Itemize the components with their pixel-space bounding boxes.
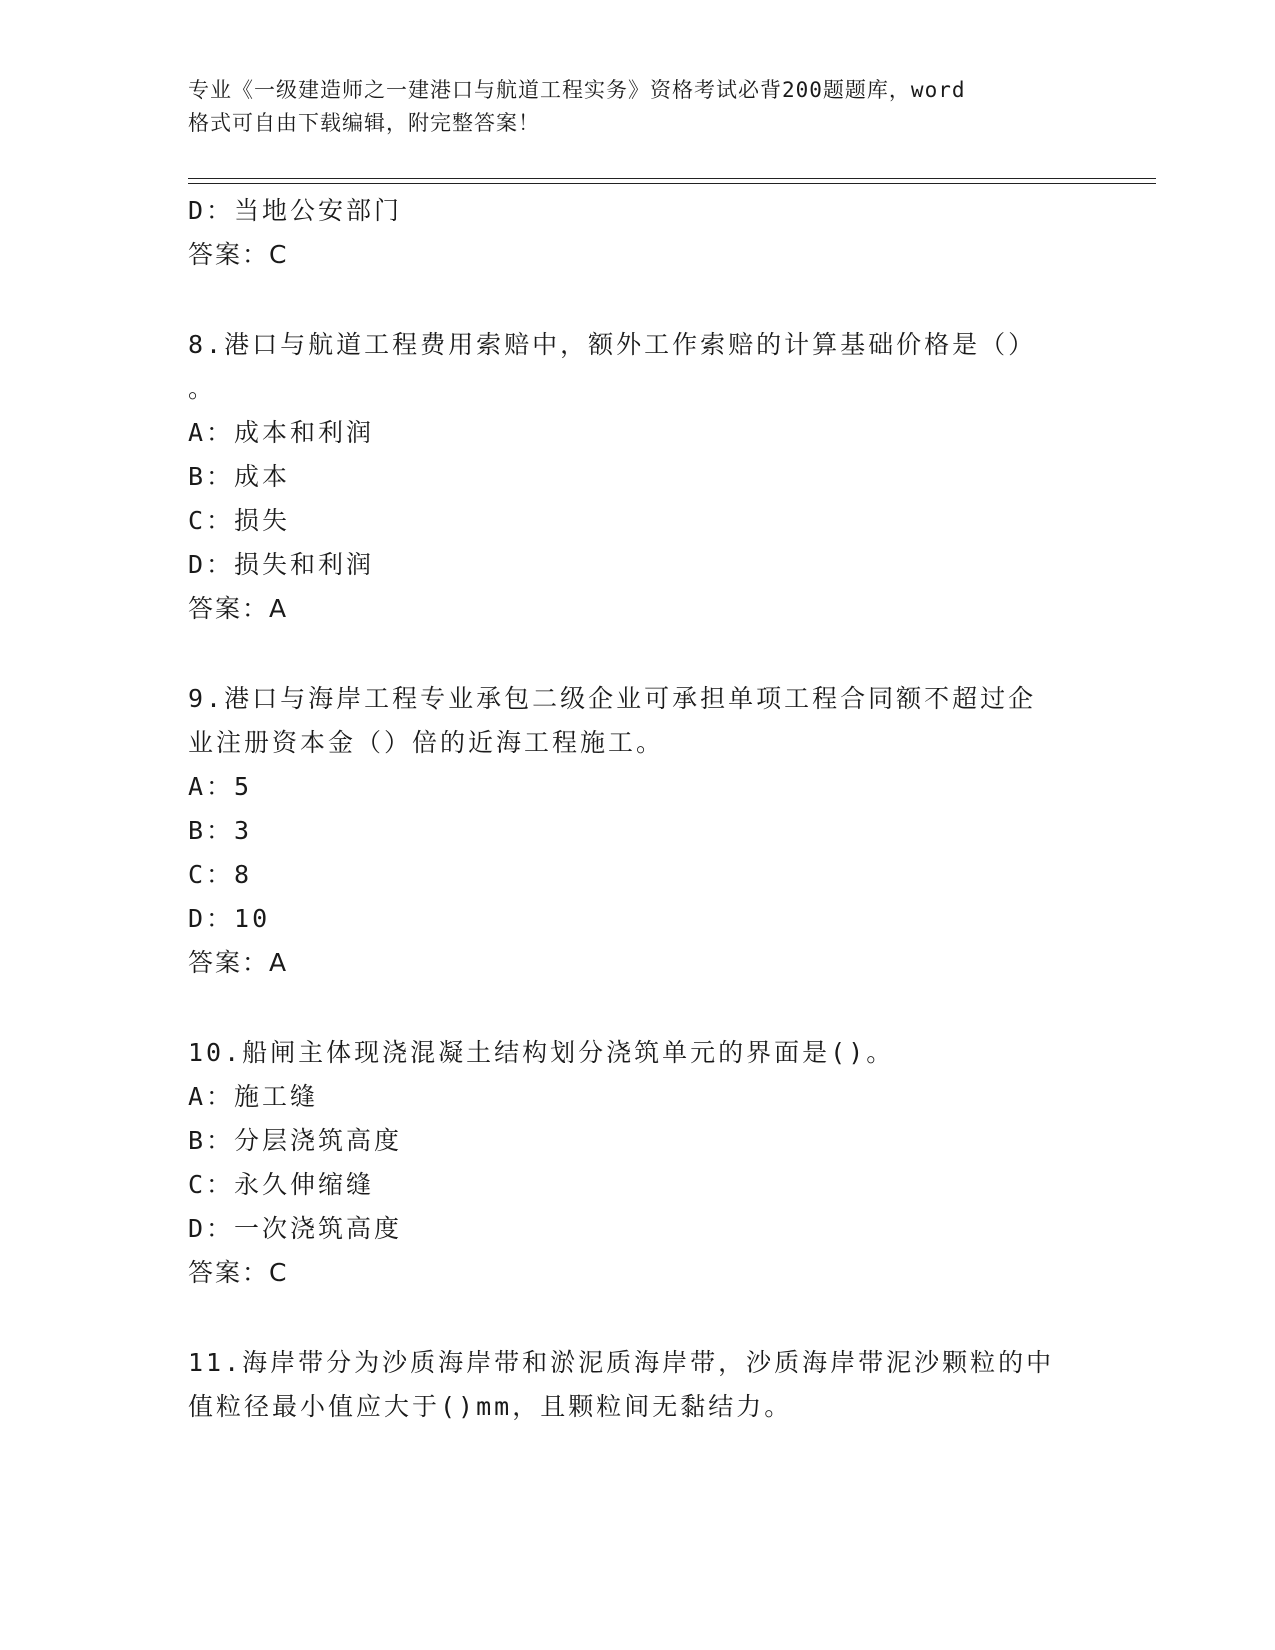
question-9-option-a: A：5 (188, 772, 253, 801)
question-9-stem-cont: 业注册资本金（）倍的近海工程施工。 (188, 728, 665, 757)
question-8-option-c: C：损失 (188, 506, 291, 535)
question-8-option-a: A：成本和利润 (188, 418, 375, 447)
question-10-stem: 10.船闸主体现浇混凝土结构划分浇筑单元的界面是()。 (188, 1038, 895, 1067)
question-10-option-a: A：施工缝 (188, 1082, 319, 1111)
question-8-stem: 8.港口与航道工程费用索赔中，额外工作索赔的计算基础价格是（） (188, 330, 1037, 359)
question-8-option-d: D：损失和利润 (188, 550, 375, 579)
question-11-stem: 11.海岸带分为沙质海岸带和淤泥质海岸带，沙质海岸带泥沙颗粒的中 (188, 1348, 1055, 1377)
header-rule-top (188, 178, 1156, 179)
question-10-option-c: C：永久伸缩缝 (188, 1170, 375, 1199)
question-9-answer: 答案：A (188, 948, 289, 977)
option-d: D：当地公安部门 (188, 196, 403, 225)
document-header (188, 74, 1068, 140)
header-line-2: 格式可自由下载编辑，附完整答案！ (188, 111, 540, 135)
header-rule-bottom (188, 183, 1156, 184)
question-9-option-c: C：8 (188, 860, 253, 889)
answer-label: 答案：C (188, 240, 289, 269)
question-8-answer: 答案：A (188, 594, 289, 623)
question-10-option-d: D：一次浇筑高度 (188, 1214, 403, 1243)
question-9-option-b: B：3 (188, 816, 253, 845)
question-10-answer: 答案：C (188, 1258, 289, 1287)
question-8-stem-cont: 。 (188, 374, 217, 403)
header-line-1: 专业《一级建造师之一建港口与航道工程实务》资格考试必背200题题库，word (188, 78, 966, 102)
question-10-option-b: B：分层浇筑高度 (188, 1126, 403, 1155)
question-8-option-b: B：成本 (188, 462, 291, 491)
question-11-stem-cont: 值粒径最小值应大于()mm，且颗粒间无黏结力。 (188, 1392, 793, 1421)
question-9-stem: 9.港口与海岸工程专业承包二级企业可承担单项工程合同额不超过企 (188, 684, 1037, 713)
question-9-option-d: D：10 (188, 904, 271, 933)
